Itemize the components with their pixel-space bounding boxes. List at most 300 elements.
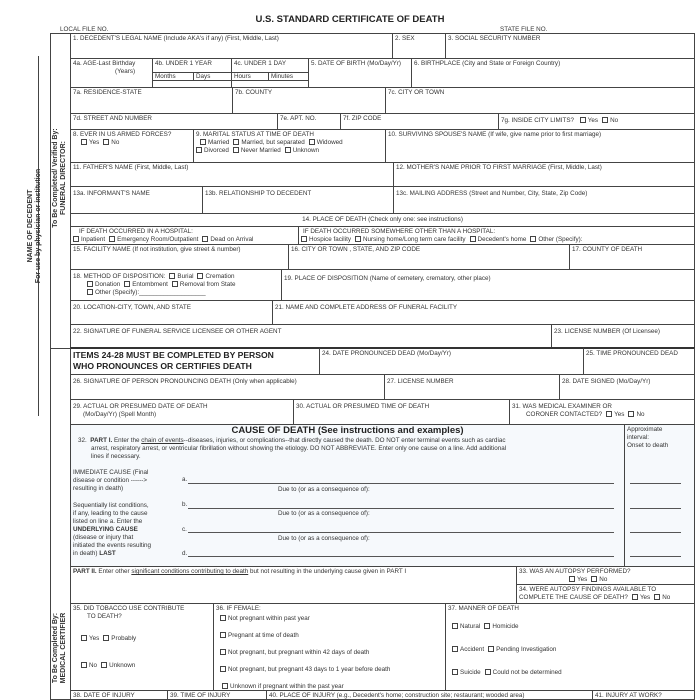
- checkbox-option[interactable]: [448, 623, 480, 631]
- chain-of-events-text: chain of events: [141, 437, 184, 444]
- field-30-time-of-death[interactable]: [293, 399, 510, 425]
- non-hospital-options: [298, 226, 695, 245]
- interval-label-1: Approximate: [627, 426, 663, 433]
- field-7e-apt[interactable]: [277, 113, 341, 130]
- checkbox-icon[interactable]: [87, 289, 93, 295]
- field-35-tobacco: [70, 603, 214, 691]
- part2-pre: Enter other: [98, 568, 130, 575]
- field-2-sex[interactable]: [392, 33, 446, 59]
- checkbox-label: Cremation: [205, 273, 235, 280]
- field-15-facility-name[interactable]: [70, 244, 289, 270]
- checkbox-icon[interactable]: [591, 576, 597, 582]
- armed-forces-options: [73, 139, 191, 147]
- field-11-father-name[interactable]: [70, 162, 394, 187]
- manner-options-1: [448, 623, 692, 631]
- checkbox-label: Inpatient: [81, 236, 106, 243]
- field-4c-hours[interactable]: [231, 72, 269, 81]
- label: 6. BIRTHPLACE (City and State or Foreign Country): [414, 60, 561, 67]
- manner-options-3: [448, 669, 692, 677]
- label: 34. WERE AUTOPSY FINDINGS AVAILABLE TO: [519, 586, 657, 593]
- checkbox-label: Natural: [460, 623, 481, 630]
- label: 8. EVER IN US ARMED FORCES?: [73, 131, 172, 138]
- label: 2. SEX: [395, 35, 415, 42]
- checkbox-icon[interactable]: [301, 236, 307, 242]
- field-7f-zip[interactable]: [340, 113, 499, 130]
- checkbox-option[interactable]: [466, 236, 527, 244]
- label: 27. LICENSE NUMBER: [387, 378, 454, 385]
- checkbox-label: Not pregnant within past year: [228, 615, 310, 622]
- checkbox-icon[interactable]: [87, 281, 93, 287]
- tobacco-options-2: [73, 662, 211, 670]
- field-4a-age[interactable]: [70, 58, 153, 88]
- part1-text-3: lines if necessary.: [91, 453, 141, 460]
- interval-line-b[interactable]: [630, 508, 681, 509]
- label: 11. FATHER'S NAME (First, Middle, Last): [73, 164, 189, 171]
- immediate-cause-3: resulting in death): [73, 485, 124, 492]
- checkbox-option[interactable]: [168, 281, 236, 289]
- female-option-1: [216, 615, 443, 623]
- checkbox-label: No: [599, 576, 608, 583]
- field-10-spouse-name[interactable]: [385, 129, 695, 163]
- checkbox-icon[interactable]: [172, 281, 178, 287]
- checkbox-icon[interactable]: [233, 139, 239, 145]
- line-c-label: c.: [182, 526, 187, 533]
- field-7d-street[interactable]: [70, 113, 278, 130]
- checkbox-icon[interactable]: [654, 594, 660, 600]
- tobacco-options-1: [73, 635, 211, 643]
- field-1-legal-name[interactable]: [70, 33, 393, 59]
- last-label: LAST: [99, 550, 116, 557]
- label: 12. MOTHER'S NAME PRIOR TO FIRST MARRIAGE (First, Middle, Last): [396, 164, 602, 171]
- label: 35. DID TOBACCO USE CONTRIBUTE: [73, 605, 185, 612]
- label: 38. DATE OF INJURY: [73, 692, 135, 699]
- field-24-date-pronounced[interactable]: [319, 347, 584, 375]
- marital-options-1: [196, 139, 383, 147]
- checkbox-option[interactable]: [77, 635, 99, 643]
- checkbox-option[interactable]: [216, 666, 390, 674]
- label: 19. PLACE OF DISPOSITION (Name of cemetery, crematory, other place): [284, 275, 491, 282]
- field-27-license-number[interactable]: [384, 374, 560, 400]
- checkbox-option[interactable]: [70, 236, 105, 244]
- immediate-cause-2: disease or condition ------>: [73, 477, 148, 484]
- checkbox-option[interactable]: [565, 576, 587, 584]
- checkbox-icon[interactable]: [285, 147, 291, 153]
- checkbox-option[interactable]: [598, 117, 618, 125]
- checkbox-label: Nursing home/Long term care facility: [363, 236, 466, 243]
- checkbox-option[interactable]: [193, 273, 234, 281]
- label: 16. CITY OR TOWN , STATE, AND ZIP CODE: [291, 246, 421, 253]
- label: 7b. COUNTY: [235, 89, 273, 96]
- side-decedent-label: [27, 101, 43, 351]
- due-to-c: Due to (or as a consequence of):: [278, 535, 370, 542]
- checkbox-option[interactable]: [229, 147, 281, 155]
- checkbox-label: Married: [208, 139, 230, 146]
- checkbox-icon[interactable]: [485, 669, 491, 675]
- checkbox-icon[interactable]: [580, 117, 586, 123]
- checkbox-option[interactable]: [448, 669, 481, 677]
- line-b-label: b.: [182, 501, 188, 508]
- field-13c-mailing-address[interactable]: [393, 186, 695, 214]
- field-4b-months[interactable]: [152, 72, 194, 81]
- checkbox-label: Donation: [95, 281, 121, 288]
- checkbox-label: Pending Investigation: [496, 646, 557, 653]
- checkbox-icon[interactable]: [200, 139, 206, 145]
- field-7c-city[interactable]: [385, 87, 695, 114]
- form-title: U.S. STANDARD CERTIFICATE OF DEATH: [255, 14, 445, 25]
- checkbox-label: Homicide: [492, 623, 519, 630]
- label: 33. WAS AN AUTOPSY PERFORMED?: [519, 568, 631, 575]
- label: 40. PLACE OF INJURY (e.g., Decedent's home; construction site; restaurant; wooded area): [269, 692, 525, 699]
- checkbox-option[interactable]: [481, 669, 562, 677]
- field-14-place-of-death: [70, 213, 695, 227]
- field-25-time-pronounced[interactable]: [583, 347, 695, 375]
- checkbox-label: Unknown: [109, 662, 136, 669]
- findings-options: [628, 594, 670, 601]
- cause-title: CAUSE OF DEATH (See instructions and examples): [231, 425, 464, 436]
- notice-line-2: WHO PRONOUNCES OR CERTIFIES DEATH: [73, 361, 252, 371]
- checkbox-label: Divorced: [204, 147, 229, 154]
- field-13b-relationship[interactable]: [202, 186, 394, 214]
- checkbox-icon[interactable]: [452, 646, 458, 652]
- label: 7e. APT. NO.: [280, 115, 317, 122]
- label: 1. DECEDENT'S LEGAL NAME (Include AKA's if any) (First, Middle, Last): [73, 35, 279, 42]
- checkbox-icon[interactable]: [222, 683, 228, 689]
- checkbox-label: Decedent's home: [477, 236, 527, 243]
- checkbox-label: Other (Specify):___________________: [95, 289, 206, 296]
- label-unit: (Years): [115, 68, 136, 75]
- notice-line-1: ITEMS 24-28 MUST BE COMPLETED BY PERSON: [73, 350, 274, 360]
- checkbox-option[interactable]: [587, 576, 607, 584]
- checkbox-icon[interactable]: [470, 236, 476, 242]
- female-option-3: [216, 649, 443, 657]
- checkbox-icon[interactable]: [309, 139, 315, 145]
- field-36-if-female: [213, 603, 446, 691]
- label: 20. LOCATION-CITY, TOWN, AND STATE: [73, 304, 191, 311]
- checkbox-option[interactable]: [97, 662, 135, 670]
- funeral-line-1: To Be Completed/ Verified By:: [52, 128, 59, 228]
- label-sub: CORONER CONTACTED?: [526, 411, 603, 418]
- checkbox-icon[interactable]: [355, 236, 361, 242]
- interval-line-d[interactable]: [630, 556, 681, 557]
- checkbox-option[interactable]: [448, 646, 484, 654]
- checkbox-icon[interactable]: [530, 236, 536, 242]
- interval-line-a[interactable]: [630, 483, 681, 484]
- checkbox-label: Other (Specify):: [538, 236, 583, 243]
- label: 13b. RELATIONSHIP TO DECEDENT: [205, 190, 312, 197]
- label: 25. TIME PRONOUNCED DEAD: [586, 350, 678, 357]
- medical-line-2: MEDICAL CERTIFIER: [60, 612, 67, 684]
- field-4c-minutes[interactable]: [268, 72, 309, 81]
- label: 4a. AGE-Last Birthday: [73, 60, 136, 67]
- label: 13c. MAILING ADDRESS (Street and Number, City, State, Zip Code): [396, 190, 588, 197]
- checkbox-label: No: [636, 411, 645, 418]
- checkbox-option[interactable]: [216, 615, 310, 623]
- checkbox-label: Emergency Room/Outpatient: [117, 236, 199, 243]
- checkbox-option[interactable]: [298, 236, 351, 244]
- label: 18. METHOD OF DISPOSITION:: [73, 273, 166, 280]
- checkbox-icon[interactable]: [569, 576, 575, 582]
- checkbox-icon[interactable]: [606, 411, 612, 417]
- cause-line-c[interactable]: [188, 532, 614, 533]
- checkbox-icon[interactable]: [81, 635, 87, 641]
- checkbox-icon[interactable]: [202, 236, 208, 242]
- checkbox-icon[interactable]: [81, 139, 87, 145]
- checkbox-label: Hospice facility: [309, 236, 351, 243]
- side-funeral-label: [52, 53, 68, 303]
- field-4b-days[interactable]: [193, 72, 232, 81]
- checkbox-option[interactable]: [281, 147, 319, 155]
- label: 26. SIGNATURE OF PERSON PRONOUNCING DEATH (Only when applicable): [73, 378, 297, 385]
- cause-line-a[interactable]: [188, 483, 614, 484]
- checkbox-icon[interactable]: [233, 147, 239, 153]
- field-7g-inside-city-limits: [498, 113, 695, 130]
- label: 7a. RESIDENCE-STATE: [73, 89, 142, 96]
- checkbox-option[interactable]: [193, 147, 229, 155]
- field-29-date-of-death[interactable]: [70, 399, 294, 425]
- field-5-date-of-birth[interactable]: [308, 58, 412, 88]
- interval-line-c[interactable]: [630, 532, 681, 533]
- checkbox-label: Could not be determined: [492, 669, 562, 676]
- field-21-funeral-facility[interactable]: [272, 300, 695, 325]
- field-13a-informant[interactable]: [70, 186, 203, 214]
- checkbox-icon[interactable]: [109, 236, 115, 242]
- checkbox-icon[interactable]: [602, 117, 608, 123]
- part2-link-text: significant conditions contributing to death: [131, 568, 249, 575]
- checkbox-icon[interactable]: [632, 594, 638, 600]
- label: 29. ACTUAL OR PRESUMED DATE OF DEATH: [73, 403, 208, 410]
- checkbox-option[interactable]: [77, 662, 97, 670]
- interval-column: [624, 424, 695, 567]
- sequential-2: if any, leading to the cause: [73, 510, 148, 517]
- checkbox-icon[interactable]: [101, 662, 107, 668]
- disposition-options-2: [73, 281, 279, 289]
- field-40-place-of-injury[interactable]: [266, 690, 593, 700]
- checkbox-icon[interactable]: [452, 623, 458, 629]
- label: IF DEATH OCCURRED SOMEWHERE OTHER THAN A HOSPITAL:: [303, 228, 496, 235]
- field-16-city-state-zip[interactable]: [288, 244, 570, 270]
- checkbox-option[interactable]: [77, 139, 99, 147]
- field-39-time-of-injury[interactable]: [167, 690, 267, 700]
- disposition-options-3: [73, 289, 279, 297]
- checkbox-label: Yes: [577, 576, 588, 583]
- checkbox-option[interactable]: [83, 289, 206, 297]
- label: 4c. UNDER 1 DAY: [234, 60, 287, 67]
- checkbox-option[interactable]: [165, 273, 193, 281]
- checkbox-label: Accident: [460, 646, 485, 653]
- label: 28. DATE SIGNED (Mo/Day/Yr): [562, 378, 651, 385]
- field-37-manner-of-death: [445, 603, 695, 691]
- label: 3. SOCIAL SECURITY NUMBER: [448, 35, 541, 42]
- line-a-label: a.: [182, 476, 188, 483]
- field-6-birthplace[interactable]: [411, 58, 695, 88]
- part1-number: 32.: [78, 437, 87, 444]
- non-hospital-checkboxes: [298, 236, 692, 244]
- checkbox-label: Not pregnant, but pregnant within 42 days of death: [228, 649, 370, 656]
- checkbox-icon[interactable]: [220, 649, 226, 655]
- label: 14. PLACE OF DEATH (Check only one: see instructions): [302, 216, 463, 223]
- checkbox-option[interactable]: [196, 139, 229, 147]
- label: 36. IF FEMALE:: [216, 605, 261, 612]
- checkbox-icon[interactable]: [103, 635, 109, 641]
- coroner-options: [602, 411, 644, 418]
- marital-options-2: [193, 147, 383, 155]
- field-12-mother-name[interactable]: [393, 162, 695, 187]
- label: 7c. CITY OR TOWN: [388, 89, 445, 96]
- checkbox-option[interactable]: [198, 236, 253, 244]
- female-option-2: [216, 632, 443, 640]
- checkbox-option[interactable]: [351, 236, 466, 244]
- checkbox-option[interactable]: [305, 139, 343, 147]
- label: 21. NAME AND COMPLETE ADDRESS OF FUNERAL FACILITY: [275, 304, 458, 311]
- checkbox-option[interactable]: [602, 411, 624, 419]
- label: 13a. INFORMANT'S NAME: [73, 190, 150, 197]
- cause-line-b[interactable]: [188, 508, 614, 509]
- checkbox-option[interactable]: [624, 411, 644, 419]
- label: 15. FACILITY NAME (If not institution, give street & number): [73, 246, 241, 253]
- field-22-licensee-signature[interactable]: [70, 324, 552, 349]
- label: 17. COUNTY OF DEATH: [572, 246, 643, 253]
- label-sub: TO DEATH?: [87, 613, 122, 620]
- checkbox-label: Burial: [177, 273, 194, 280]
- label: 7f. ZIP CODE: [343, 115, 382, 122]
- label: 5. DATE OF BIRTH (Mo/Day/Yr): [311, 60, 402, 67]
- field-20-location[interactable]: [70, 300, 273, 325]
- label: 37. MANNER OF DEATH: [448, 605, 519, 612]
- label: Hours: [234, 73, 251, 80]
- cause-line-d[interactable]: [188, 556, 614, 557]
- manner-options-2: [448, 646, 692, 654]
- checkbox-icon[interactable]: [73, 236, 79, 242]
- sequential-5: (disease or injury that: [73, 534, 134, 541]
- label: 39. TIME OF INJURY: [170, 692, 231, 699]
- part2-label: PART II.: [73, 568, 97, 575]
- side-medical-label: [52, 603, 68, 693]
- checkbox-label: Unknown if pregnant within the past year: [230, 683, 344, 690]
- checkbox-label: Pregnant at time of death: [228, 632, 299, 639]
- field-18-disposition-method: [70, 269, 282, 301]
- checkbox-option[interactable]: [99, 635, 136, 643]
- field-3-ssn[interactable]: [445, 33, 695, 59]
- city-limits-options: [576, 117, 618, 124]
- checkbox-label: Yes: [614, 411, 625, 418]
- field-41-injury-at-work[interactable]: [592, 690, 695, 700]
- checkbox-icon[interactable]: [220, 615, 226, 621]
- field-9-marital-status: [193, 129, 386, 163]
- field-23-license-number[interactable]: [551, 324, 695, 349]
- field-8-armed-forces: [70, 129, 194, 163]
- field-38-date-of-injury[interactable]: [70, 690, 168, 700]
- checkbox-icon[interactable]: [484, 623, 490, 629]
- checkbox-option[interactable]: [480, 623, 518, 631]
- sequential-1: Sequentially list conditions,: [73, 502, 149, 509]
- part1-intro: [78, 437, 506, 445]
- interval-label-2: interval:: [627, 434, 650, 441]
- checkbox-icon[interactable]: [124, 281, 130, 287]
- checkbox-icon[interactable]: [103, 139, 109, 145]
- checkbox-icon[interactable]: [220, 632, 226, 638]
- checkbox-label: Yes: [587, 117, 599, 124]
- field-26-pronouncer-signature[interactable]: [70, 374, 385, 400]
- label: 7d. STREET AND NUMBER: [73, 115, 152, 122]
- sequential-6: initiated the events resulting: [73, 542, 152, 549]
- checkbox-icon[interactable]: [220, 666, 226, 672]
- field-7a-residence-state[interactable]: [70, 87, 233, 114]
- part1-pre: Enter the: [113, 437, 140, 444]
- field-17-county-of-death[interactable]: [569, 244, 695, 270]
- checkbox-option[interactable]: [216, 632, 299, 640]
- checkbox-option[interactable]: [105, 236, 198, 244]
- checkbox-option[interactable]: [83, 281, 120, 289]
- checkbox-option[interactable]: [99, 139, 119, 147]
- checkbox-option[interactable]: [526, 236, 582, 244]
- checkbox-label: Yes: [89, 139, 100, 146]
- field-28-date-signed[interactable]: [559, 374, 695, 400]
- checkbox-icon[interactable]: [628, 411, 634, 417]
- label-sub: (Mo/Day/Yr) (Spell Month): [83, 411, 157, 418]
- funeral-line-2: FUNERAL DIRECTOR:: [60, 140, 67, 216]
- checkbox-option[interactable]: [650, 594, 670, 602]
- checkbox-option[interactable]: [120, 281, 168, 289]
- checkbox-label: Married, but separated: [241, 139, 305, 146]
- part1-text: --diseases, injuries, or complications--that directly caused the death. DO NOT enter terminal events such as cardiac: [183, 437, 506, 444]
- part1-label: PART I.: [90, 437, 113, 444]
- checkbox-icon[interactable]: [452, 669, 458, 675]
- checkbox-icon[interactable]: [196, 147, 202, 153]
- label: IF DEATH OCCURRED IN A HOSPITAL:: [79, 228, 193, 235]
- label: 10. SURVIVING SPOUSE'S NAME (If wife, give name prior to first marriage): [388, 131, 602, 138]
- disposition-options-1: [165, 273, 234, 280]
- field-34-autopsy-findings: [516, 584, 695, 604]
- field-19-place-of-disposition[interactable]: [281, 269, 695, 301]
- checkbox-icon[interactable]: [169, 273, 175, 279]
- sequential-3: listed on line a. Enter the: [73, 518, 143, 525]
- immediate-cause-1: IMMEDIATE CAUSE (Final: [73, 469, 149, 476]
- checkbox-icon[interactable]: [197, 273, 203, 279]
- hospital-options: [70, 226, 299, 245]
- checkbox-icon[interactable]: [81, 662, 87, 668]
- field-33-autopsy: [516, 566, 695, 585]
- due-to-a: Due to (or as a consequence of):: [278, 486, 370, 493]
- checkbox-option[interactable]: [229, 139, 304, 147]
- due-to-b: Due to (or as a consequence of):: [278, 510, 370, 517]
- underlying-cause-label: UNDERLYING CAUSE: [73, 526, 138, 533]
- label: 22. SIGNATURE OF FUNERAL SERVICE LICENSEE OR OTHER AGENT: [73, 328, 282, 335]
- checkbox-label: Removal from State: [179, 281, 236, 288]
- label-sub: COMPLETE THE CAUSE OF DEATH?: [519, 594, 628, 601]
- label: 30. ACTUAL OR PRESUMED TIME OF DEATH: [296, 403, 430, 410]
- female-option-4: [216, 666, 443, 674]
- checkbox-option[interactable]: [576, 117, 598, 125]
- hospital-checkboxes: [70, 236, 296, 244]
- local-file-label: LOCAL FILE NO.: [60, 26, 109, 33]
- checkbox-option[interactable]: [484, 646, 556, 654]
- sequential-7: in death): [73, 550, 98, 557]
- checkbox-option[interactable]: [216, 649, 369, 657]
- part2-text: but not resulting in the underlying cause given in PART I: [250, 568, 407, 575]
- line-d-label: d.: [182, 550, 188, 557]
- checkbox-label: Probably: [111, 635, 137, 642]
- label: 24. DATE PRONOUNCED DEAD (Mo/Day/Yr): [322, 350, 451, 357]
- state-file-label: STATE FILE NO.: [500, 26, 548, 33]
- checkbox-label: Dead on Arrival: [210, 236, 254, 243]
- field-7b-county[interactable]: [232, 87, 386, 114]
- label: 31. WAS MEDICAL EXAMINER OR: [512, 403, 612, 410]
- checkbox-icon[interactable]: [488, 646, 494, 652]
- label: 4b. UNDER 1 YEAR: [155, 60, 212, 67]
- part2-other-conditions[interactable]: [70, 566, 517, 604]
- checkbox-label: Never Married: [240, 147, 281, 154]
- checkbox-option[interactable]: [628, 594, 650, 602]
